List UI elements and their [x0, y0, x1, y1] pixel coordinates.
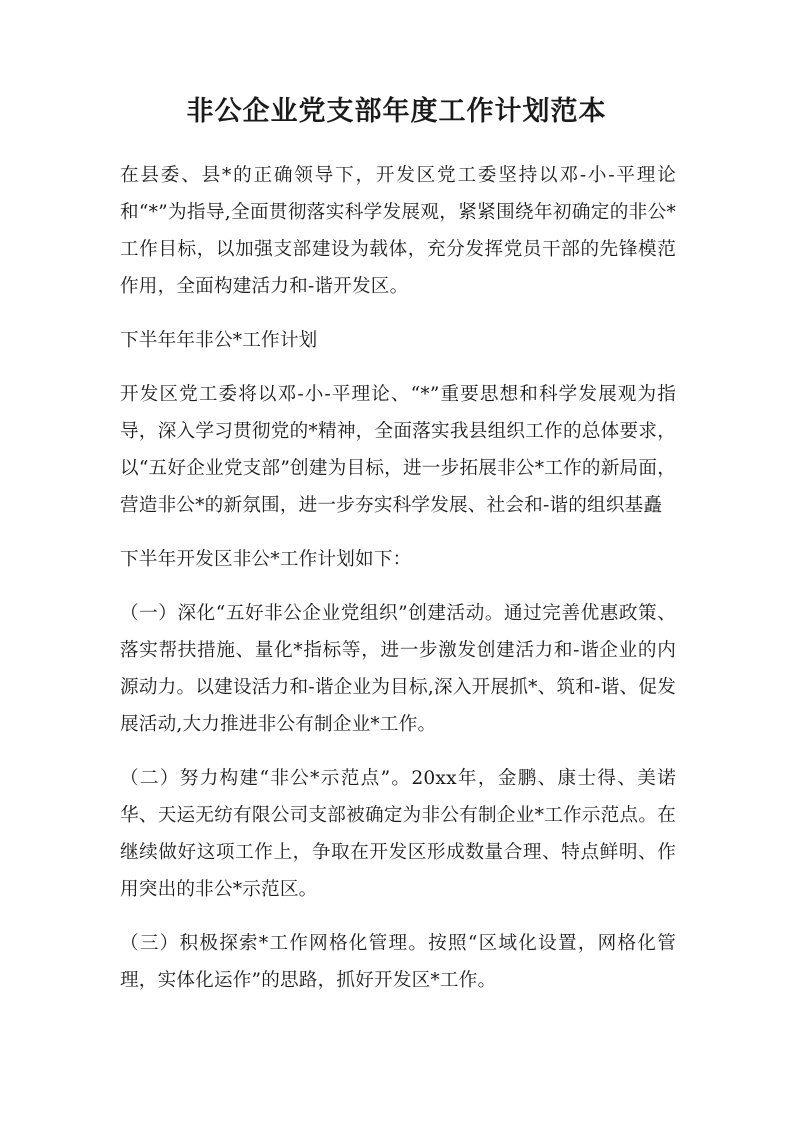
intro-paragraph: 在县委、县*的正确领导下，开发区党工委坚持以邓-小-平理论和“*”为指导,全面贯彻落实科学发展观，紧紧围绕年初确定的非公*工作目标，以加强支部建设为载体，充分发挥党员干部的先锋模范作用，全面构建活力和-谐开发区。	[120, 165, 676, 297]
document-title: 非公企业党支部年度工作计划范本	[186, 96, 607, 127]
plan-item-3: （三）积极探索*工作网格化管理。按照“区域化设置，网格化管理，实体化运作”的思路，抓好开发区*工作。	[120, 933, 676, 991]
plan-intro-line: 下半年开发区非公*工作计划如下：	[120, 549, 412, 570]
section-heading: 下半年年非公*工作计划	[120, 330, 318, 351]
document-body	[120, 157, 676, 1016]
plan-item-1: （一）深化“五好非公企业党组织”创建活动。通过完善优惠政策、落实帮扶措施、量化*指标等，进一步激发创建活力和-谐企业的内源动力。以建设活力和-谐企业为目标,深入开展抓*、筑和-谐、促发展活动,大力推进非公有制企业*工作。	[120, 603, 676, 735]
plan-overview-paragraph: 开发区党工委将以邓-小-平理论、“*”重要思想和科学发展观为指导，深入学习贯彻党的*精神，全面落实我县组织工作的总体要求，以“五好企业党支部”创建为目标，进一步拓展非公*工作的新局面，营造非公*的新氛围，进一步夯实科学发展、社会和-谐的组织基矗	[120, 384, 676, 516]
plan-item-2: （二）努力构建“非公*示范点”。20xx年，金鹏、康士得、美诺华、天运无纺有限公司支部被确定为非公有制企业*工作示范点。在继续做好这项工作上，争取在开发区形成数量合理、特点鲜明、作用突出的非公*示范区。	[120, 768, 676, 900]
